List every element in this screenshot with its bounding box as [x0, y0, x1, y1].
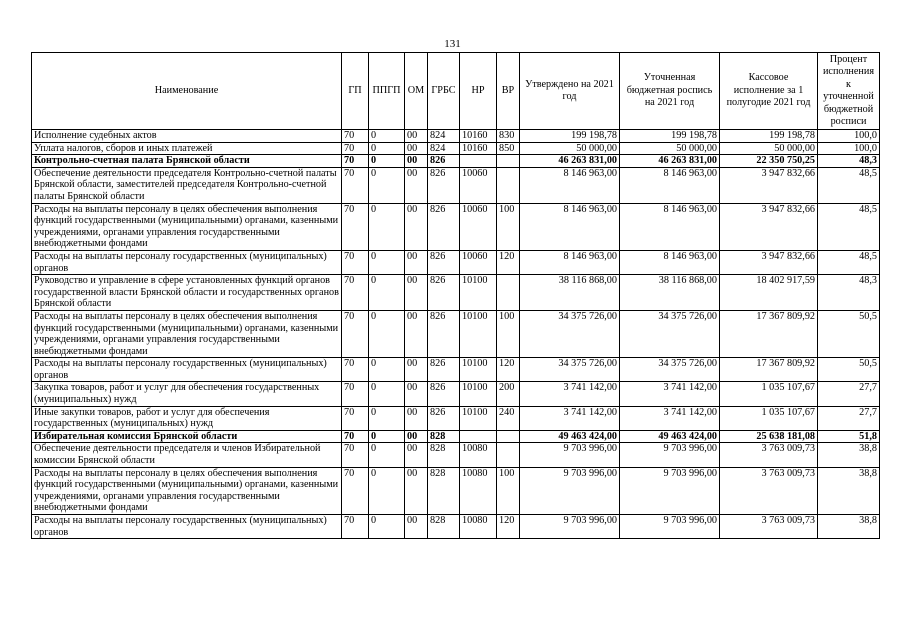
cell-approved: 199 198,78 [520, 130, 620, 143]
header-name: Наименование [32, 53, 342, 130]
cell-approved: 9 703 996,00 [520, 443, 620, 467]
cell-ppgp: 0 [369, 515, 405, 539]
cell-refined: 9 703 996,00 [620, 467, 720, 514]
cell-name: Исполнение судебных актов [32, 130, 342, 143]
table-row [32, 515, 880, 539]
cell-name: Руководство и управление в сфере установленных функций органов государственной власти Брянской области и государственных органов Брянской области [32, 275, 342, 311]
cell-grbs: 826 [428, 250, 460, 274]
cell-refined: 3 741 142,00 [620, 406, 720, 430]
cell-approved: 8 146 963,00 [520, 250, 620, 274]
cell-grbs: 826 [428, 167, 460, 203]
cell-ppgp: 0 [369, 130, 405, 143]
cell-vr [497, 275, 520, 311]
cell-ppgp: 0 [369, 443, 405, 467]
cell-grbs: 826 [428, 155, 460, 168]
cell-grbs: 828 [428, 515, 460, 539]
cell-refined: 49 463 424,00 [620, 430, 720, 443]
cell-cash: 3 763 009,73 [720, 443, 818, 467]
cell-name: Расходы на выплаты персоналу в целях обеспечения выполнения функций государственными (муниципальными) органами, казенными учреждениями, органами управления государственными внебюджетными фондами [32, 310, 342, 357]
cell-name: Расходы на выплаты персоналу государственных (муниципальных) органов [32, 515, 342, 539]
page-number: 131 [444, 38, 461, 50]
cell-refined: 8 146 963,00 [620, 250, 720, 274]
table-row [32, 167, 880, 203]
cell-percent: 48,3 [818, 155, 880, 168]
cell-cash: 22 350 750,25 [720, 155, 818, 168]
cell-ppgp: 0 [369, 167, 405, 203]
cell-cash: 3 947 832,66 [720, 203, 818, 250]
header-nr: НР [460, 53, 497, 130]
cell-vr: 120 [497, 515, 520, 539]
cell-cash: 17 367 809,92 [720, 358, 818, 382]
cell-ppgp: 0 [369, 310, 405, 357]
cell-name: Закупка товаров, работ и услуг для обеспечения государственных (муниципальных) нужд [32, 382, 342, 406]
cell-cash: 17 367 809,92 [720, 310, 818, 357]
cell-om: 00 [405, 430, 428, 443]
header-grbs: ГРБС [428, 53, 460, 130]
table-row [32, 250, 880, 274]
cell-refined: 8 146 963,00 [620, 167, 720, 203]
cell-gp: 70 [342, 382, 369, 406]
cell-nr: 10060 [460, 167, 497, 203]
header-vr: ВР [497, 53, 520, 130]
cell-percent: 48,5 [818, 203, 880, 250]
cell-ppgp: 0 [369, 358, 405, 382]
header-refined: Уточненная бюджетная роспись на 2021 год [620, 53, 720, 130]
table-row [32, 430, 880, 443]
cell-gp: 70 [342, 250, 369, 274]
cell-name: Иные закупки товаров, работ и услуг для обеспечения государственных (муниципальных) нужд [32, 406, 342, 430]
cell-approved: 38 116 868,00 [520, 275, 620, 311]
cell-percent: 48,5 [818, 167, 880, 203]
cell-cash: 199 198,78 [720, 130, 818, 143]
cell-nr [460, 155, 497, 168]
cell-grbs: 826 [428, 310, 460, 357]
cell-refined: 34 375 726,00 [620, 310, 720, 357]
cell-vr: 120 [497, 358, 520, 382]
cell-gp: 70 [342, 130, 369, 143]
cell-gp: 70 [342, 515, 369, 539]
cell-om: 00 [405, 142, 428, 155]
cell-nr: 10060 [460, 250, 497, 274]
cell-cash: 18 402 917,59 [720, 275, 818, 311]
header-ppgp: ППГП [369, 53, 405, 130]
table-row [32, 275, 880, 311]
cell-approved: 34 375 726,00 [520, 310, 620, 357]
cell-name: Обеспечение деятельности председателя Контрольно-счетной палаты Брянской области, заместителей председателя Контрольно-счетной палаты Брянской области [32, 167, 342, 203]
cell-percent: 48,3 [818, 275, 880, 311]
cell-om: 00 [405, 358, 428, 382]
cell-nr: 10100 [460, 358, 497, 382]
cell-approved: 46 263 831,00 [520, 155, 620, 168]
cell-approved: 9 703 996,00 [520, 515, 620, 539]
cell-nr: 10100 [460, 310, 497, 357]
cell-cash: 3 947 832,66 [720, 250, 818, 274]
cell-om: 00 [405, 155, 428, 168]
cell-grbs: 826 [428, 358, 460, 382]
cell-om: 00 [405, 443, 428, 467]
cell-refined: 3 741 142,00 [620, 382, 720, 406]
cell-nr: 10160 [460, 130, 497, 143]
cell-gp: 70 [342, 310, 369, 357]
cell-vr [497, 430, 520, 443]
cell-gp: 70 [342, 467, 369, 514]
cell-refined: 46 263 831,00 [620, 155, 720, 168]
cell-vr [497, 155, 520, 168]
table-row [32, 443, 880, 467]
cell-name: Уплата налогов, сборов и иных платежей [32, 142, 342, 155]
cell-percent: 27,7 [818, 406, 880, 430]
cell-nr: 10080 [460, 515, 497, 539]
table-row [32, 155, 880, 168]
cell-grbs: 828 [428, 430, 460, 443]
cell-om: 00 [405, 382, 428, 406]
cell-refined: 38 116 868,00 [620, 275, 720, 311]
cell-om: 00 [405, 467, 428, 514]
cell-gp: 70 [342, 142, 369, 155]
cell-cash: 3 763 009,73 [720, 467, 818, 514]
header-cash: Кассовое исполнение за 1 полугодие 2021 год [720, 53, 818, 130]
cell-grbs: 826 [428, 275, 460, 311]
budget-table [31, 52, 880, 539]
cell-percent: 38,8 [818, 467, 880, 514]
cell-percent: 48,5 [818, 250, 880, 274]
cell-vr: 120 [497, 250, 520, 274]
cell-ppgp: 0 [369, 275, 405, 311]
cell-gp: 70 [342, 406, 369, 430]
table-row [32, 142, 880, 155]
cell-om: 00 [405, 275, 428, 311]
header-gp: ГП [342, 53, 369, 130]
cell-ppgp: 0 [369, 430, 405, 443]
cell-approved: 3 741 142,00 [520, 406, 620, 430]
cell-om: 00 [405, 167, 428, 203]
cell-vr: 830 [497, 130, 520, 143]
cell-grbs: 824 [428, 130, 460, 143]
cell-approved: 34 375 726,00 [520, 358, 620, 382]
cell-percent: 100,0 [818, 130, 880, 143]
cell-gp: 70 [342, 275, 369, 311]
cell-cash: 50 000,00 [720, 142, 818, 155]
cell-vr: 100 [497, 203, 520, 250]
cell-ppgp: 0 [369, 203, 405, 250]
table-body [32, 130, 880, 539]
table-row [32, 467, 880, 514]
cell-cash: 1 035 107,67 [720, 382, 818, 406]
cell-gp: 70 [342, 167, 369, 203]
cell-grbs: 826 [428, 203, 460, 250]
header-om: ОМ [405, 53, 428, 130]
cell-percent: 50,5 [818, 310, 880, 357]
cell-vr: 100 [497, 310, 520, 357]
cell-name: Избирательная комиссия Брянской области [32, 430, 342, 443]
cell-ppgp: 0 [369, 467, 405, 514]
cell-refined: 9 703 996,00 [620, 443, 720, 467]
table-row [32, 382, 880, 406]
cell-cash: 25 638 181,08 [720, 430, 818, 443]
cell-nr: 10100 [460, 406, 497, 430]
cell-name: Расходы на выплаты персоналу в целях обеспечения выполнения функций государственными (муниципальными) органами, казенными учреждениями, органами управления государственными внебюджетными фондами [32, 203, 342, 250]
cell-percent: 27,7 [818, 382, 880, 406]
cell-gp: 70 [342, 203, 369, 250]
cell-nr: 10080 [460, 443, 497, 467]
cell-vr [497, 443, 520, 467]
cell-name: Обеспечение деятельности председателя и членов Избирательной комиссии Брянской области [32, 443, 342, 467]
cell-om: 00 [405, 130, 428, 143]
table-row [32, 358, 880, 382]
cell-ppgp: 0 [369, 406, 405, 430]
cell-om: 00 [405, 515, 428, 539]
cell-om: 00 [405, 203, 428, 250]
table-row [32, 310, 880, 357]
cell-name: Расходы на выплаты персоналу государственных (муниципальных) органов [32, 250, 342, 274]
cell-approved: 8 146 963,00 [520, 167, 620, 203]
cell-refined: 9 703 996,00 [620, 515, 720, 539]
cell-vr: 100 [497, 467, 520, 514]
cell-grbs: 828 [428, 443, 460, 467]
cell-percent: 51,8 [818, 430, 880, 443]
cell-approved: 3 741 142,00 [520, 382, 620, 406]
cell-om: 00 [405, 406, 428, 430]
cell-om: 00 [405, 250, 428, 274]
cell-refined: 50 000,00 [620, 142, 720, 155]
cell-gp: 70 [342, 155, 369, 168]
cell-refined: 8 146 963,00 [620, 203, 720, 250]
cell-approved: 50 000,00 [520, 142, 620, 155]
cell-ppgp: 0 [369, 250, 405, 274]
cell-ppgp: 0 [369, 142, 405, 155]
header-percent: Процент исполнения к уточненной бюджетной росписи [818, 53, 880, 130]
cell-grbs: 826 [428, 406, 460, 430]
cell-refined: 34 375 726,00 [620, 358, 720, 382]
cell-approved: 9 703 996,00 [520, 467, 620, 514]
cell-name: Расходы на выплаты персоналу в целях обеспечения выполнения функций государственными (муниципальными) органами, казенными учреждениями, органами управления государственными внебюджетными фондами [32, 467, 342, 514]
cell-cash: 1 035 107,67 [720, 406, 818, 430]
cell-grbs: 826 [428, 382, 460, 406]
cell-vr: 200 [497, 382, 520, 406]
cell-gp: 70 [342, 430, 369, 443]
table-header-row [32, 53, 880, 130]
cell-percent: 38,8 [818, 443, 880, 467]
cell-refined: 199 198,78 [620, 130, 720, 143]
cell-nr: 10100 [460, 275, 497, 311]
cell-nr: 10160 [460, 142, 497, 155]
cell-gp: 70 [342, 358, 369, 382]
cell-nr: 10100 [460, 382, 497, 406]
cell-nr [460, 430, 497, 443]
cell-vr [497, 167, 520, 203]
header-approved: Утверждено на 2021 год [520, 53, 620, 130]
cell-approved: 8 146 963,00 [520, 203, 620, 250]
cell-name: Расходы на выплаты персоналу государственных (муниципальных) органов [32, 358, 342, 382]
cell-vr: 240 [497, 406, 520, 430]
cell-percent: 100,0 [818, 142, 880, 155]
cell-name: Контрольно-счетная палата Брянской области [32, 155, 342, 168]
cell-approved: 49 463 424,00 [520, 430, 620, 443]
table-row [32, 130, 880, 143]
cell-percent: 50,5 [818, 358, 880, 382]
cell-ppgp: 0 [369, 382, 405, 406]
cell-cash: 3 763 009,73 [720, 515, 818, 539]
table-row [32, 203, 880, 250]
table-row [32, 406, 880, 430]
cell-nr: 10060 [460, 203, 497, 250]
cell-grbs: 824 [428, 142, 460, 155]
cell-percent: 38,8 [818, 515, 880, 539]
cell-nr: 10080 [460, 467, 497, 514]
cell-om: 00 [405, 310, 428, 357]
cell-cash: 3 947 832,66 [720, 167, 818, 203]
cell-vr: 850 [497, 142, 520, 155]
cell-grbs: 828 [428, 467, 460, 514]
cell-gp: 70 [342, 443, 369, 467]
cell-ppgp: 0 [369, 155, 405, 168]
